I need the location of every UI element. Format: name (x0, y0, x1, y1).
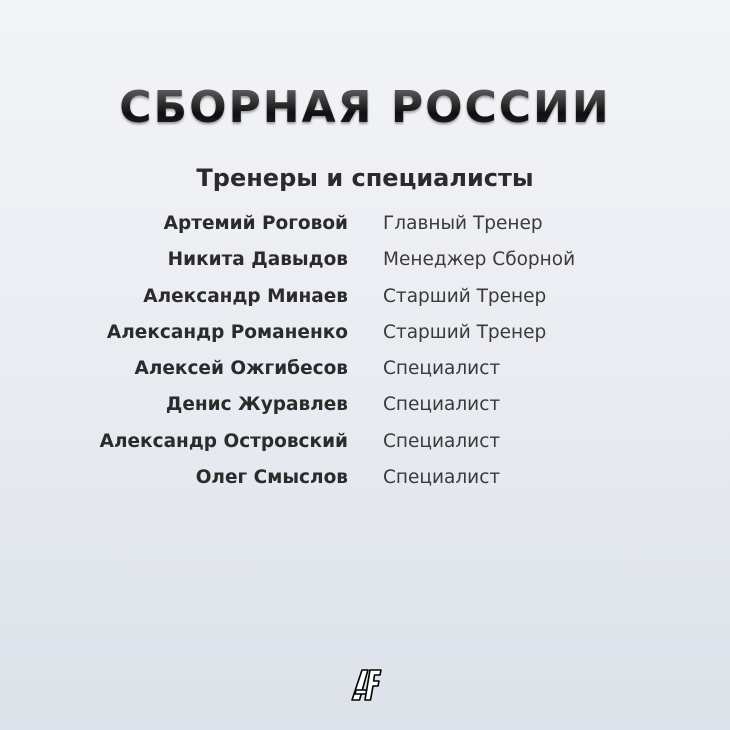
af-logo-icon (350, 668, 382, 702)
staff-list (0, 207, 730, 497)
staff-role: Специалист (383, 394, 501, 416)
staff-row (0, 280, 730, 316)
staff-role: Специалист (383, 358, 501, 380)
staff-row (0, 425, 730, 461)
staff-row (0, 461, 730, 497)
staff-row (0, 352, 730, 388)
staff-role: Главный Тренер (383, 213, 543, 234)
staff-name: Артемий Роговой (163, 213, 348, 234)
staff-role: Специалист (383, 430, 501, 452)
staff-name: Александр Романенко (106, 321, 348, 343)
staff-role: Менеджер Сборной (383, 249, 576, 271)
staff-name: Александр Минаев (143, 285, 348, 307)
staff-row (0, 316, 730, 352)
staff-name: Денис Журавлев (165, 394, 348, 416)
staff-name: Александр Островский (99, 430, 348, 452)
staff-name: Олег Смыслов (195, 467, 348, 489)
staff-role: Старший Тренер (383, 285, 547, 307)
page-subtitle: Тренеры и специалисты (196, 164, 534, 192)
staff-row (0, 243, 730, 279)
staff-role: Старший Тренер (383, 321, 547, 343)
staff-row (0, 207, 730, 243)
page-title: СБОРНАЯ РОССИИ (0, 80, 730, 136)
staff-row (0, 388, 730, 424)
staff-role: Специалист (383, 467, 501, 489)
staff-name: Никита Давыдов (167, 249, 348, 271)
staff-name: Алексей Ожгибесов (134, 358, 348, 380)
